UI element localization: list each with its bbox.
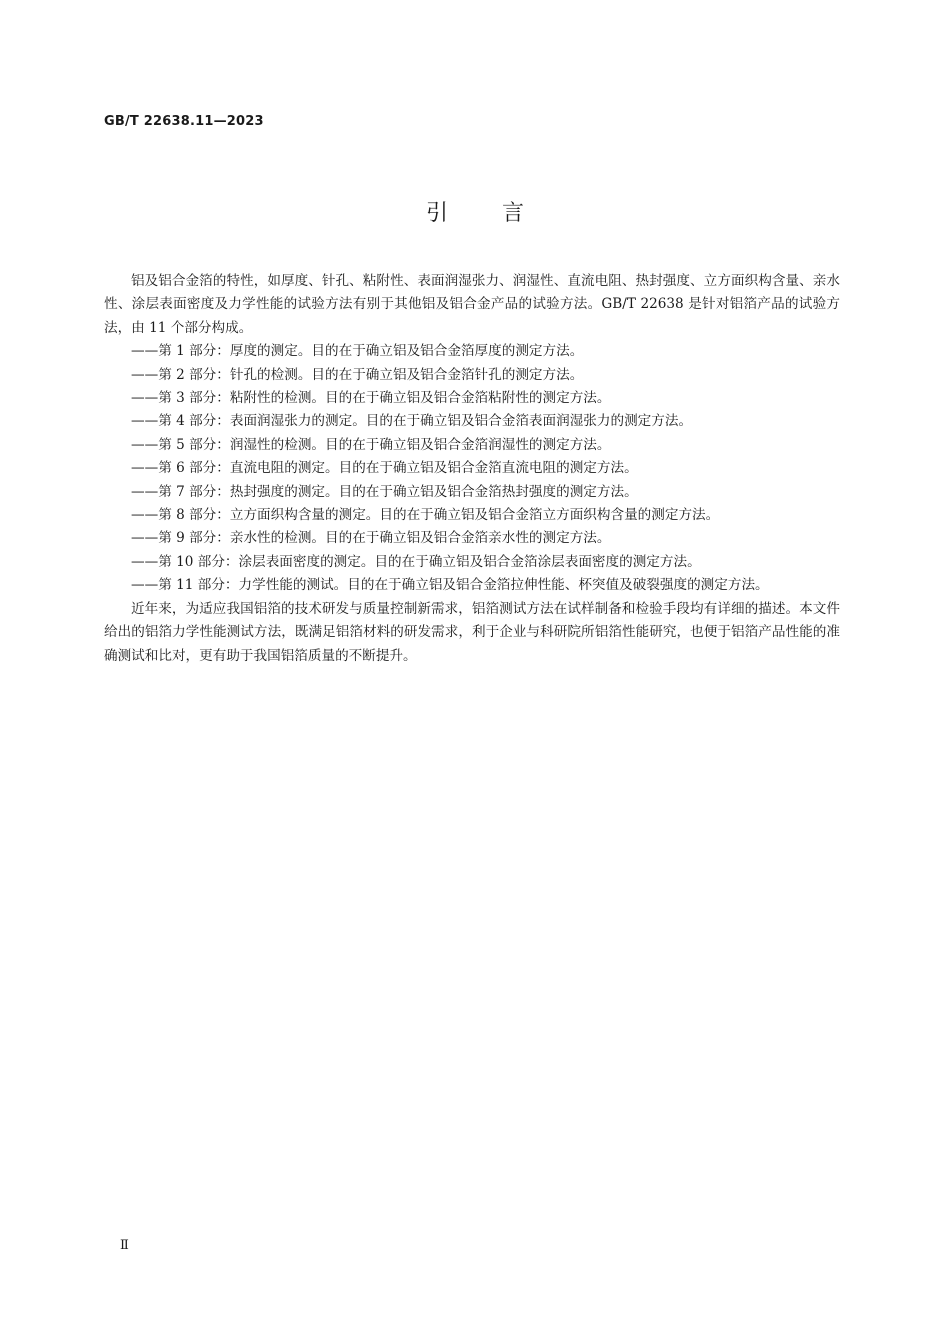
list-item: ——第 9 部分：亲水性的检测。目的在于确立铝及铝合金箔亲水性的测定方法。 bbox=[131, 530, 611, 547]
list-item: ——第 8 部分：立方面织构含量的测定。目的在于确立铝及铝合金箔立方面织构含量的测定方法。 bbox=[131, 507, 720, 524]
list-item: ——第 7 部分：热封强度的测定。目的在于确立铝及铝合金箔热封强度的测定方法。 bbox=[131, 483, 638, 500]
list-item: ——第 5 部分：润湿性的检测。目的在于确立铝及铝合金箔润湿性的测定方法。 bbox=[131, 436, 611, 453]
list-item: ——第 3 部分：粘附性的检测。目的在于确立铝及铝合金箔粘附性的测定方法。 bbox=[131, 390, 611, 407]
list-item: ——第 2 部分：针孔的检测。目的在于确立铝及铝合金箔针孔的测定方法。 bbox=[131, 366, 584, 383]
closing-paragraph: 近年来，为适应我国铝箔的技术研发与质量控制新需求，铝箔测试方法在试样制备和检验手段均有详细的描述。本文件给出的铝箔力学性能测试方法，既满足铝箔材料的研发需求，利于企业与科研院所铝箔性能研究，也便于铝箔产品性能的准确测试和比对，更有助于我国铝箔质量的不断提升。 bbox=[104, 600, 840, 664]
list-item: ——第 1 部分：厚度的测定。目的在于确立铝及铝合金箔厚度的测定方法。 bbox=[131, 343, 584, 360]
list-item: ——第 4 部分：表面润湿张力的测定。目的在于确立铝及铝合金箔表面润湿张力的测定方法。 bbox=[131, 413, 693, 430]
list-item: ——第 11 部分：力学性能的测试。目的在于确立铝及铝合金箔拉伸性能、杯突值及破裂强度的测定方法。 bbox=[131, 577, 769, 594]
intro-paragraph: 铝及铝合金箔的特性，如厚度、针孔、粘附性、表面润湿张力、润湿性、直流电阻、热封强度、立方面织构含量、亲水性、涂层表面密度及力学性能的试验方法有别于其他铝及铝合金产品的试验方法。GB/T 22638 是针对铝箔产品的试验方法，由 11 个部分构成。 bbox=[104, 273, 840, 336]
page-number: Ⅱ bbox=[120, 1238, 129, 1253]
page-title: 引言 bbox=[425, 201, 578, 226]
standard-code: GB/T 22638.11—2023 bbox=[104, 114, 264, 129]
list-item: ——第 6 部分：直流电阻的测定。目的在于确立铝及铝合金箔直流电阻的测定方法。 bbox=[131, 460, 638, 477]
list-item: ——第 10 部分：涂层表面密度的测定。目的在于确立铝及铝合金箔涂层表面密度的测定方法。 bbox=[131, 553, 701, 570]
document-body bbox=[104, 270, 840, 668]
